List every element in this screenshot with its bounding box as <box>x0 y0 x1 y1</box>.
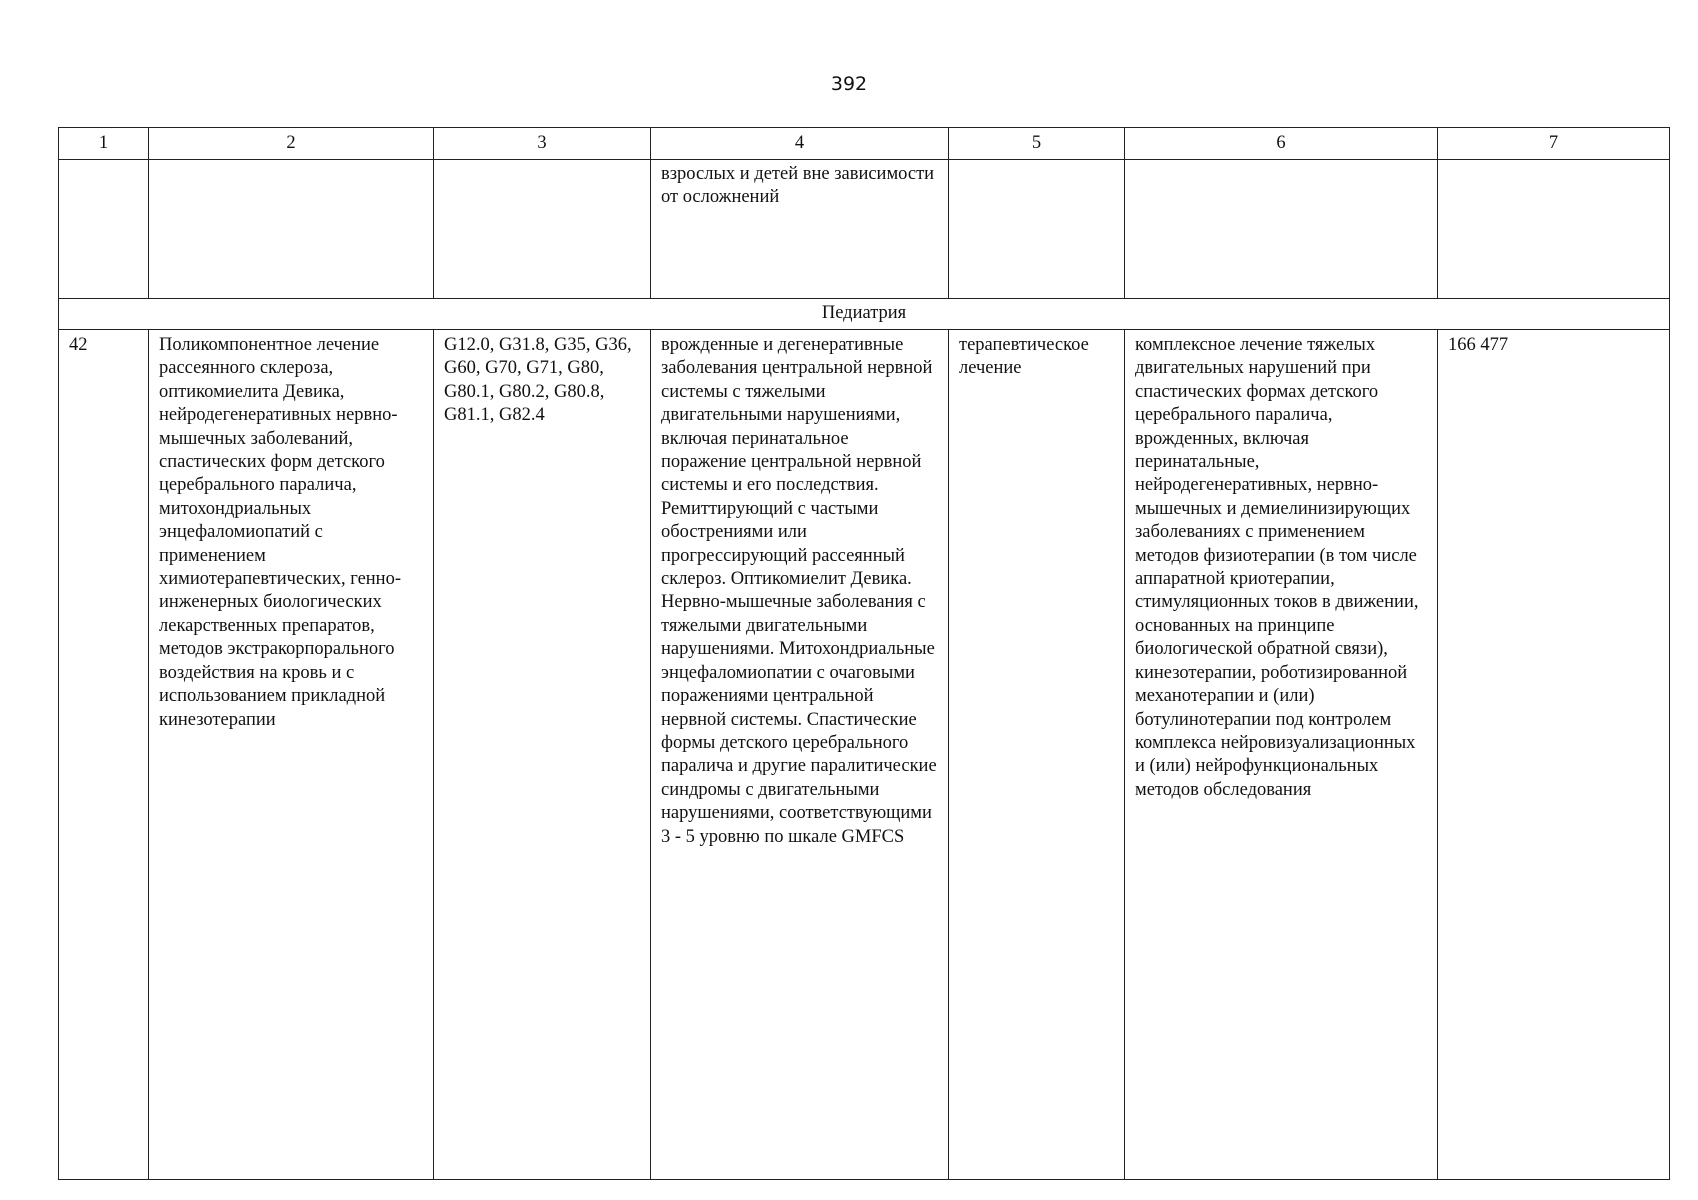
column-number-2: 2 <box>149 128 434 160</box>
continuation-cell-6 <box>1125 160 1438 299</box>
column-number-5: 5 <box>949 128 1125 160</box>
column-number-3: 3 <box>434 128 651 160</box>
patient-model: врожденные и дегенеративные заболевания центральной нервной системы с тяжелыми двигательными нарушениями, включая перинатальное поражение центральной нервной системы и его последствия. Ремиттирующий с частыми обострениями или прогрессирующий рассеянный склероз. Оптикомиелит Девика. Нервно-мышечные заболевания с тяжелыми двигательными нарушениями. Митохондриальные энцефаломиопатии с очаговыми поражениями центральной нервной системы. Спастические формы детского церебрального паралича и другие паралитические синдромы с двигательными нарушениями, соответствующими 3 - 5 уровню по шкале GMFCS <box>651 330 949 1180</box>
treatment-type: терапевтическое лечение <box>949 330 1125 1180</box>
section-row <box>59 299 1670 330</box>
column-number-row <box>59 128 1670 160</box>
icd-codes: G12.0, G31.8, G35, G36, G60, G70, G71, G80, G80.1, G80.2, G80.8, G81.1, G82.4 <box>434 330 651 1180</box>
row-number: 42 <box>59 330 149 1180</box>
column-number-7: 7 <box>1438 128 1670 160</box>
continuation-cell-2 <box>149 160 434 299</box>
page-number: 392 <box>830 73 868 95</box>
continuation-cell-1 <box>59 160 149 299</box>
column-number-6: 6 <box>1125 128 1438 160</box>
treatment-method: комплексное лечение тяжелых двигательных нарушений при спастических формах детского церебрального паралича, врожденных, включая перинатальные, нейродегенеративных, нервно-мышечных и демиелинизирующих заболеваниях с применением методов физиотерапии (в том числе аппаратной криотерапии, стимуляционных токов в движении, основанных на принципе биологической обратной связи), кинезотерапии, роботизированной механотерапии и (или) ботулинотерапии под контролем комплекса нейровизуализационных и (или) нейрофункциональных методов обследования <box>1125 330 1438 1180</box>
medical-care-table <box>58 127 1670 1180</box>
continuation-row <box>59 160 1670 299</box>
table-row <box>59 330 1670 1180</box>
cost-value: 166 477 <box>1438 330 1670 1180</box>
column-number-1: 1 <box>59 128 149 160</box>
care-type-name: Поликомпонентное лечение рассеянного склероза, оптикомиелита Девика, нейродегенеративных нервно-мышечных заболеваний, спастических форм детского церебрального паралича, митохондриальных энцефаломиопатий с применением химиотерапевтических, генно-инженерных биологических лекарственных препаратов, методов экстракорпорального воздействия на кровь и с использованием прикладной кинезотерапии <box>149 330 434 1180</box>
continuation-cell-3 <box>434 160 651 299</box>
continuation-cell-5 <box>949 160 1125 299</box>
section-title: Педиатрия <box>59 299 1670 330</box>
column-number-4: 4 <box>651 128 949 160</box>
continuation-cell-4: взрослых и детей вне зависимости от осложнений <box>651 160 949 299</box>
continuation-cell-7 <box>1438 160 1670 299</box>
